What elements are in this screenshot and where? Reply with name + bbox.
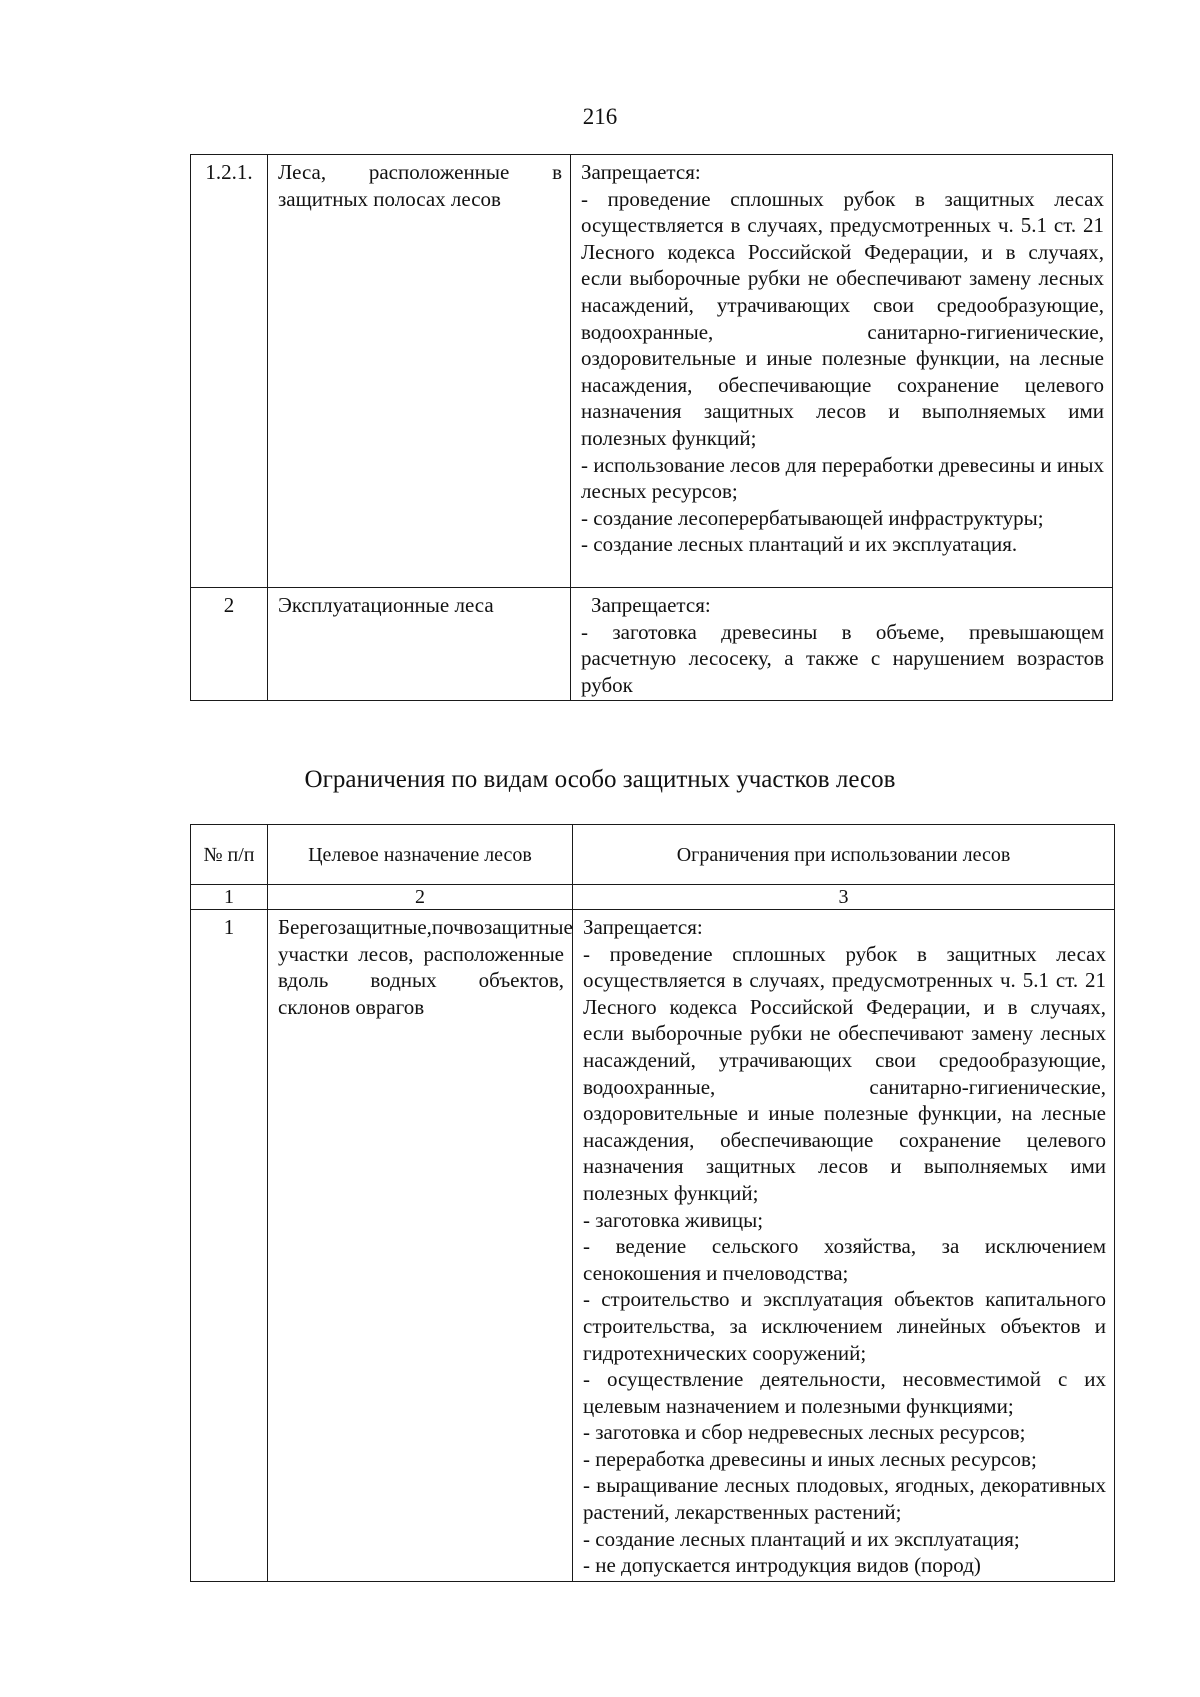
column-index-row xyxy=(191,885,1115,910)
restriction-line: Запрещается: xyxy=(591,593,711,617)
restriction-line: - переработка древесины и иных лесных ресурсов; xyxy=(583,1446,1037,1471)
column-header-purpose: Целевое назначение лесов xyxy=(268,825,573,885)
forest-type xyxy=(268,155,571,588)
restriction-line: - проведение сплошных рубок в защитных лесах осуществляется в случаях, предусмотренных ч. 5.1 ст. 21 Лесного кодекса Российской Федерации, и в случаях, если выборочные рубки не обеспечивают замену лесных насаждений, утрачивающих свои средообразующие, водоохранные, санитарно-гигиенические, оздоровительные и иные полезные функции, на лесные насаждения, обеспечивающие сохранение целевого назначения защитных лесов и выполняемых ими полезных функций; xyxy=(581,186,1104,450)
restrictions-cell xyxy=(571,588,1113,701)
table-row xyxy=(191,588,1113,701)
column-index: 1 xyxy=(191,885,268,910)
restriction-line: Запрещается: xyxy=(581,160,701,184)
column-header-restrictions: Ограничения при использовании лесов xyxy=(573,825,1115,885)
forest-purpose-label: Берегозащитные,почвозащитные участки лесов, расположенные вдоль водных объектов, склонов оврагов xyxy=(278,915,573,1019)
row-number: 1.2.1. xyxy=(191,155,268,588)
row-number: 2 xyxy=(191,588,268,701)
forest-restrictions-table-continued xyxy=(190,154,1113,701)
restriction-line: - осуществление деятельности, несовместимой с их целевым назначением и полезными функциями; xyxy=(583,1367,1106,1418)
restriction-line: - строительство и эксплуатация объектов капитального строительства, за исключением линейных объектов и гидротехнических сооружений; xyxy=(583,1287,1106,1365)
restrictions-cell xyxy=(573,910,1115,1582)
protective-plots-restrictions-table xyxy=(190,824,1115,1582)
page-number: 216 xyxy=(582,104,618,129)
table-row xyxy=(191,155,1113,588)
column-index: 3 xyxy=(573,885,1115,910)
restriction-line: - создание лесоперербатывающей инфраструктуры; xyxy=(581,505,1044,530)
restriction-line: - создание лесных плантаций и их эксплуатация. xyxy=(581,532,1018,557)
forest-type-label: Эксплуатационные леса xyxy=(278,593,494,617)
restriction-line: - создание лесных плантаций и их эксплуатация; xyxy=(583,1526,1020,1551)
column-header-num: № п/п xyxy=(191,825,268,885)
restriction-line: - заготовка и сбор недревесных лесных ресурсов; xyxy=(583,1420,1026,1445)
restriction-line: - использование лесов для переработки древесины и иных лесных ресурсов; xyxy=(581,452,1104,504)
section-title: Ограничения по видам особо защитных участков лесов xyxy=(304,766,896,793)
restriction-line: - не допускается интродукция видов (пород) xyxy=(583,1553,981,1578)
restrictions-cell xyxy=(571,155,1113,588)
restriction-line: - заготовка древесины в объеме, превышающем расчетную лесосеку, а также с нарушением возрастов рубок xyxy=(581,619,1104,697)
restriction-line: - ведение сельского хозяйства, за исключением сенокошения и пчеловодства; xyxy=(583,1234,1106,1285)
restriction-line: - выращивание лесных плодовых, ягодных, декоративных растений, лекарственных растений; xyxy=(583,1473,1106,1525)
column-index: 2 xyxy=(268,885,573,910)
forest-type xyxy=(268,588,571,701)
restriction-line: - проведение сплошных рубок в защитных лесах осуществляется в случаях, предусмотренных ч. 5.1 ст. 21 Лесного кодекса Российской Федерации, и в случаях, если выборочные рубки не обеспечивают замену лесных насаждений, утрачивающих свои средообразующие, водоохранные, санитарно-гигиенические, оздоровительные и иные полезные функции, на лесные насаждения, обеспечивающие сохранение целевого назначения защитных лесов и выполняемых ими полезных функций; xyxy=(583,941,1106,1205)
table-header-row xyxy=(191,825,1115,885)
forest-purpose xyxy=(268,910,573,1582)
table-row xyxy=(191,910,1115,1582)
restriction-line: - заготовка живицы; xyxy=(583,1207,764,1232)
row-number: 1 xyxy=(191,910,268,1582)
forest-type-label: Леса, расположенные в защитных полосах лесов xyxy=(278,160,562,211)
restriction-line: Запрещается: xyxy=(583,915,703,939)
